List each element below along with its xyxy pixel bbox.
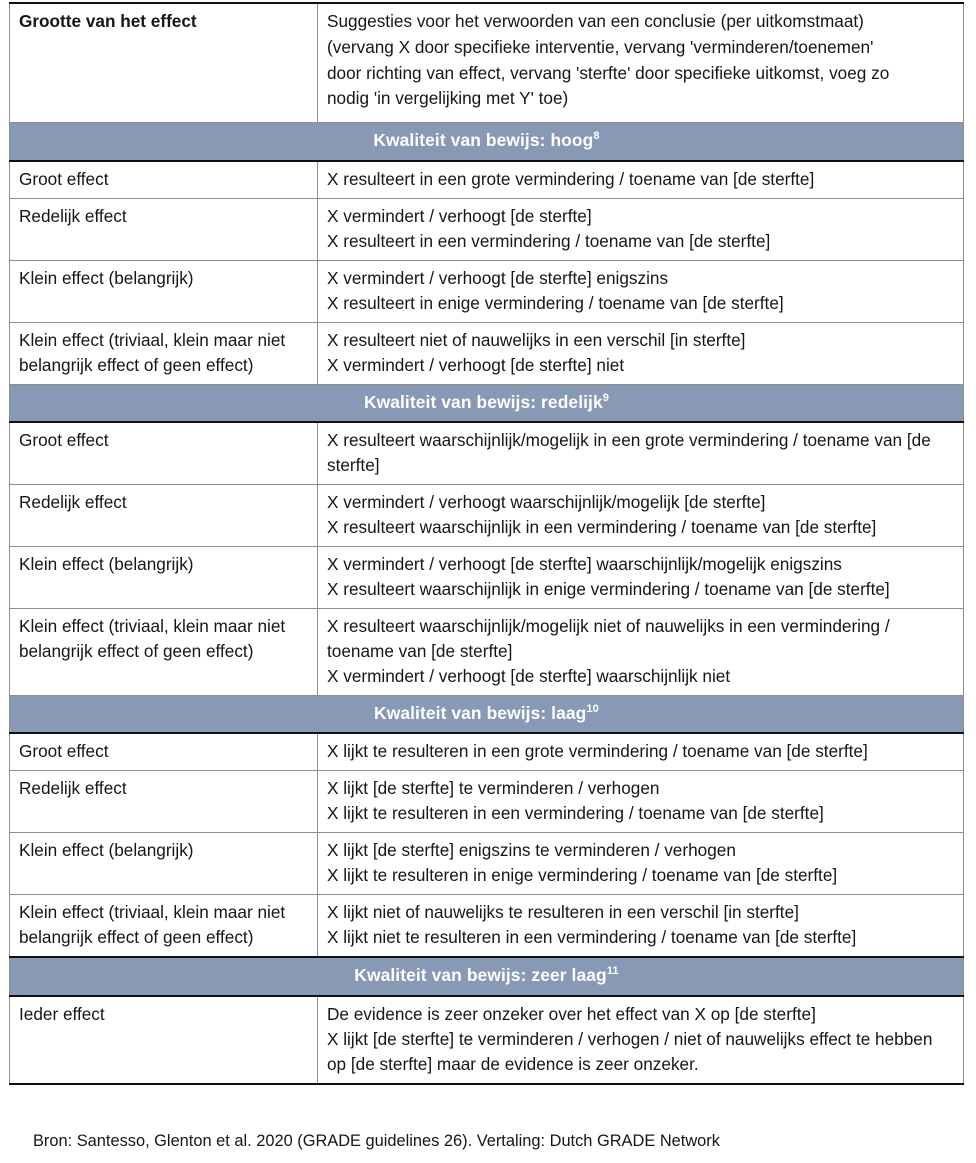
row-body-cell bbox=[318, 546, 964, 608]
row-label-cell bbox=[10, 996, 318, 1084]
row-body bbox=[327, 838, 955, 888]
row-body-line: X lijkt [de sterfte] enigszins te verminderen / verhogen bbox=[327, 840, 736, 861]
table-row bbox=[10, 996, 964, 1084]
section-band-row-laag bbox=[10, 696, 964, 734]
row-label: Klein effect (triviaal, klein maar niet belangrijk effect of geen effect) bbox=[19, 902, 286, 948]
grade-effect-size-table bbox=[9, 2, 964, 1085]
row-body-line: X vermindert / verhoogt waarschijnlijk/mogelijk [de sterfte] bbox=[327, 491, 766, 512]
row-body bbox=[327, 900, 955, 950]
row-body-cell bbox=[318, 322, 964, 384]
header-wording-text bbox=[327, 9, 955, 112]
row-body bbox=[327, 776, 955, 826]
row-body-cell bbox=[318, 733, 964, 771]
table-row bbox=[10, 260, 964, 322]
row-label-cell bbox=[10, 484, 318, 546]
row-body-line: X lijkt [de sterfte] te verminderen / verhogen bbox=[327, 778, 660, 799]
row-body bbox=[327, 614, 955, 689]
row-body-line: X resulteert in enige vermindering / toename van [de sterfte] bbox=[327, 292, 784, 313]
section-band-superscript-hoog: 8 bbox=[593, 130, 600, 143]
source-note: Bron: Santesso, Glenton et al. 2020 (GRADE guidelines 26). Vertaling: Dutch GRADE Network bbox=[33, 1132, 720, 1150]
row-body-line: X resulteert waarschijnlijk/mogelijk niet of nauwelijks in een vermindering / toename van [de sterfte] bbox=[327, 616, 890, 662]
row-body-line: X resulteert waarschijnlijk in een vermindering / toename van [de sterfte] bbox=[327, 516, 877, 537]
table-row bbox=[10, 609, 964, 696]
row-body-line: X resulteert niet of nauwelijks in een verschil [in sterfte] bbox=[327, 329, 746, 350]
row-label-cell bbox=[10, 161, 318, 199]
row-body bbox=[327, 739, 955, 764]
table-row bbox=[10, 771, 964, 833]
row-body-line: X vermindert / verhoogt [de sterfte] waarschijnlijk/mogelijk enigszins bbox=[327, 553, 842, 574]
row-body-cell bbox=[318, 484, 964, 546]
row-body-line: X lijkt niet of nauwelijks te resulteren in een verschil [in sterfte] bbox=[327, 902, 799, 923]
row-body bbox=[327, 490, 955, 540]
table-row bbox=[10, 484, 964, 546]
row-body-line: X vermindert / verhoogt [de sterfte] bbox=[327, 205, 592, 226]
row-body-line: X vermindert / verhoogt [de sterfte] waarschijnlijk niet bbox=[327, 666, 731, 687]
row-body-cell bbox=[318, 260, 964, 322]
row-body bbox=[327, 167, 955, 192]
row-body-line: X resulteert waarschijnlijk in enige vermindering / toename van [de sterfte] bbox=[327, 579, 890, 599]
header-wording-line-2: (vervang X door specifieke interventie, vervang 'verminderen/toenemen' bbox=[327, 36, 874, 57]
row-label-cell bbox=[10, 771, 318, 833]
section-band-label-hoog: Kwaliteit van bewijs: hoog bbox=[373, 130, 594, 151]
row-body-line: X lijkt te resulteren in enige vermindering / toename van [de sterfte] bbox=[327, 865, 838, 886]
row-label: Groot effect bbox=[19, 168, 109, 189]
row-body-line: X resulteert in een grote vermindering / toename van [de sterfte] bbox=[327, 168, 815, 189]
row-body-cell bbox=[318, 996, 964, 1084]
row-label-cell bbox=[10, 733, 318, 771]
row-body-line: X lijkt [de sterfte] te verminderen / verhogen / niet of nauwelijks effect te hebben op [de sterfte] maar de evidence is zeer onzeker. bbox=[327, 1028, 933, 1074]
table-row bbox=[10, 546, 964, 608]
section-band-row-redelijk bbox=[10, 384, 964, 422]
row-body-line: De evidence is zeer onzeker over het effect van X op [de sterfte] bbox=[327, 1003, 816, 1024]
row-body bbox=[327, 328, 955, 378]
section-band-row-zeer-laag bbox=[10, 957, 964, 995]
row-body-cell bbox=[318, 609, 964, 696]
row-label-cell bbox=[10, 895, 318, 958]
row-label: Klein effect (belangrijk) bbox=[19, 840, 194, 861]
row-body-cell bbox=[318, 895, 964, 958]
row-body bbox=[327, 204, 955, 254]
section-band-row-hoog bbox=[10, 123, 964, 161]
row-label-cell bbox=[10, 422, 318, 485]
table-row bbox=[10, 833, 964, 895]
row-label: Klein effect (belangrijk) bbox=[19, 267, 194, 288]
row-body bbox=[327, 428, 955, 478]
section-band-redelijk bbox=[10, 384, 964, 422]
row-body-line: X vermindert / verhoogt [de sterfte] enigszins bbox=[327, 267, 669, 288]
section-band-label-redelijk: Kwaliteit van bewijs: redelijk bbox=[363, 391, 603, 412]
table-row bbox=[10, 198, 964, 260]
row-body-line: X lijkt te resulteren in een vermindering / toename van [de sterfte] bbox=[327, 803, 824, 824]
row-label: Klein effect (belangrijk) bbox=[19, 553, 194, 574]
row-body-cell bbox=[318, 161, 964, 199]
header-cell-wording bbox=[318, 3, 964, 123]
row-label: Redelijk effect bbox=[19, 778, 127, 799]
row-label-cell bbox=[10, 260, 318, 322]
section-band-laag bbox=[10, 696, 964, 734]
row-body-line: X resulteert in een vermindering / toename van [de sterfte] bbox=[327, 230, 771, 251]
header-wording-line-4: nodig 'in vergelijking met Y' toe) bbox=[327, 88, 569, 109]
row-label: Klein effect (triviaal, klein maar niet belangrijk effect of geen effect) bbox=[19, 329, 286, 375]
row-label: Ieder effect bbox=[19, 1003, 105, 1024]
header-wording-line-1: Suggesties voor het verwoorden van een conclusie (per uitkomstmaat) bbox=[327, 11, 864, 31]
row-body-line: X lijkt niet te resulteren in een vermindering / toename van [de sterfte] bbox=[327, 927, 857, 948]
section-band-superscript-redelijk: 9 bbox=[602, 391, 610, 404]
row-body bbox=[327, 266, 955, 316]
section-band-label-zeer-laag: Kwaliteit van bewijs: zeer laag bbox=[354, 965, 607, 986]
row-body-cell bbox=[318, 422, 964, 485]
table-header-row bbox=[10, 3, 964, 123]
section-band-hoog bbox=[10, 123, 964, 161]
section-band-superscript-zeer-laag: 11 bbox=[606, 965, 619, 978]
row-label: Redelijk effect bbox=[19, 491, 127, 512]
header-label-effect-size: Grootte van het effect bbox=[19, 11, 197, 31]
row-body bbox=[327, 552, 955, 602]
row-label: Redelijk effect bbox=[19, 205, 127, 226]
table-row bbox=[10, 422, 964, 485]
row-label-cell bbox=[10, 546, 318, 608]
row-body-line: X lijkt te resulteren in een grote vermindering / toename van [de sterfte] bbox=[327, 741, 868, 762]
row-label-cell bbox=[10, 198, 318, 260]
row-label: Klein effect (triviaal, klein maar niet belangrijk effect of geen effect) bbox=[19, 616, 286, 662]
row-label: Groot effect bbox=[19, 429, 109, 450]
row-body-cell bbox=[318, 198, 964, 260]
row-body-line: X resulteert waarschijnlijk/mogelijk in een grote vermindering / toename van [de sterfte] bbox=[327, 429, 931, 475]
row-body-cell bbox=[318, 833, 964, 895]
header-wording-line-3: door richting van effect, vervang 'sterfte' door specifieke uitkomst, voeg zo bbox=[327, 62, 890, 83]
header-cell-effect-size bbox=[10, 3, 318, 123]
row-label-cell bbox=[10, 322, 318, 384]
table-row bbox=[10, 895, 964, 958]
table-row bbox=[10, 733, 964, 771]
row-body bbox=[327, 1002, 955, 1077]
section-band-superscript-laag: 10 bbox=[586, 703, 599, 716]
row-label: Groot effect bbox=[19, 741, 109, 762]
section-band-zeer-laag bbox=[10, 957, 964, 995]
table-body bbox=[10, 3, 964, 1084]
table-row bbox=[10, 322, 964, 384]
row-body-line: X vermindert / verhoogt [de sterfte] niet bbox=[327, 354, 625, 375]
row-body-cell bbox=[318, 771, 964, 833]
row-label-cell bbox=[10, 609, 318, 696]
table-row bbox=[10, 161, 964, 199]
row-label-cell bbox=[10, 833, 318, 895]
section-band-label-laag: Kwaliteit van bewijs: laag bbox=[374, 703, 587, 724]
